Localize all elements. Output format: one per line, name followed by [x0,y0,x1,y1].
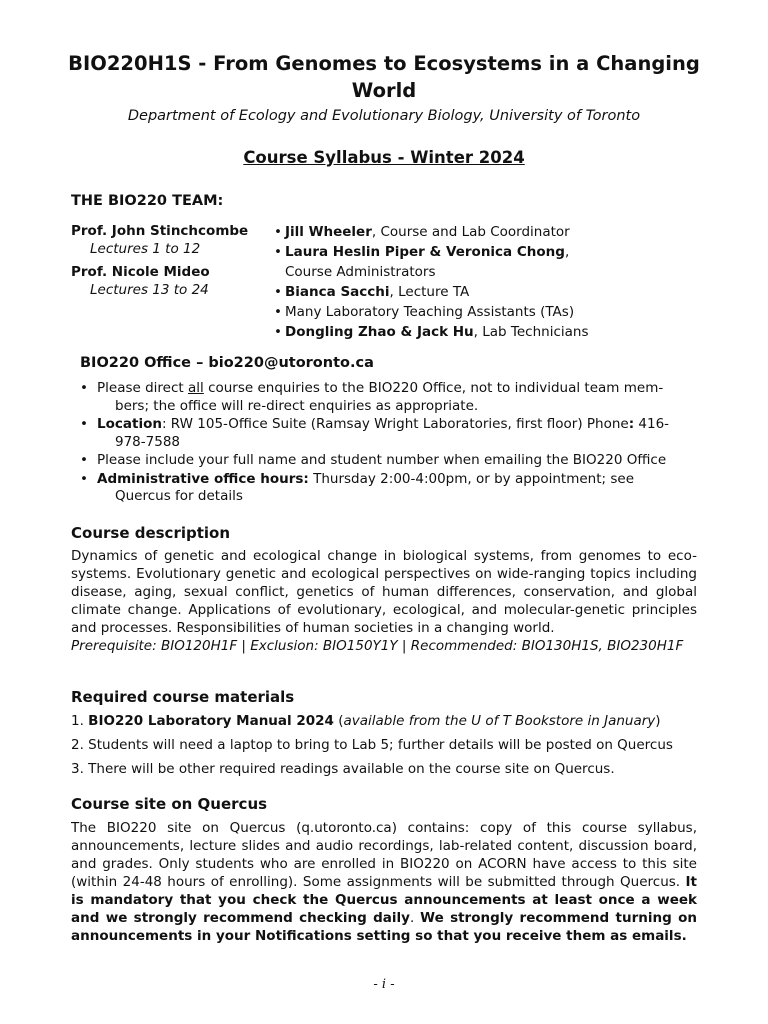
quercus-notification-note: We strongly recommend turning on announcements in your Notifications setting so that you receive them as emails. [71,910,697,944]
syllabus-heading: Course Syllabus - Winter 2024 [243,148,525,167]
prerequisite-line: Prerequisite: BIO120H1F | Exclusion: BIO150Y1Y | Recommended: BIO130H1S, BIO230H1F [71,638,684,654]
office-heading: BIO220 Office – bio220@utoronto.ca [80,355,374,371]
office-text: bers; the office will re-direct enquiries as appropriate. [115,397,479,414]
description-paragraph [71,547,697,655]
material-item: 3. There will be other required readings available on the course site on Quercus. [71,761,615,777]
team-member [274,222,589,242]
quercus-period: . [409,910,421,926]
office-text: Please direct [97,380,188,396]
quercus-body: The BIO220 site on Quercus (q.utoronto.ca) contains: copy of this course syllabus, announcements, lecture slides and audio recordings, lab-related content, discussion board, and grades. Only students who are enrolled in BIO220 on ACORN have access to this site (within 24-48 hours of enrolling). Some assignments will be submitted through Quercus. [71,820,697,890]
material-number: 1. [71,713,89,729]
prof-lectures: Lectures 1 to 12 [90,241,201,257]
description-heading: Course description [71,524,231,542]
prof-name: Prof. John Stinchcombe [71,223,249,239]
member-name: Bianca Sacchi [285,284,390,300]
office-text: Thursday 2:00-4:00pm, or by appointment; see [308,470,635,487]
member-role: , [564,244,570,260]
team-heading: THE BIO220 TEAM: [71,193,224,209]
quercus-mandatory-note: It is mandatory that you check the Quercus announcements at least once a week and we strongly recommend checking daily [71,874,697,926]
office-underlined-text: all [188,380,204,396]
member-name: Jill Wheeler [285,224,372,240]
office-text: Quercus for details [115,488,243,504]
prof-entry [71,263,210,299]
office-label: Location [97,416,162,432]
office-text: Please include your full name and student number when emailing the BIO220 Office [97,452,667,468]
prof-name: Prof. Nicole Mideo [71,264,210,280]
course-title: BIO220H1S - From Genomes to Ecosystems in a Changing World [68,52,700,102]
material-text: ) [655,713,661,729]
member-role: Course Administrators [285,264,436,280]
office-text: : RW 105-Office Suite (Ramsay Wright Laboratories, first floor) Phone [161,416,629,432]
team-member [274,242,589,262]
team-member-continued [274,262,589,282]
team-member [274,282,589,302]
office-info-list [80,380,705,507]
team-member [274,302,589,322]
office-label: : [628,416,635,432]
department-line: Department of Ecology and Evolutionary Biology, University of Toronto [127,108,641,124]
page-number: - i - [373,977,395,992]
material-note: available from the U of T Bookstore in January [343,713,656,729]
office-item [80,471,705,506]
member-name: Dongling Zhao & Jack Hu [285,324,474,340]
team-member [274,322,589,342]
description-body: Dynamics of genetic and ecological change in biological systems, from genomes to eco-systems. Evolutionary genetic and ecological perspectives on wide-ranging topics including disease, aging, sexual conflict, genetics of human differences, conservation, and global climate change. Applications of evolutionary, ecological, and molecular-genetic principles and processes. Responsibilities of human societies in a changing world. [71,548,697,636]
member-name: Laura Heslin Piper & Veronica Chong [285,244,565,260]
member-role: , Lab Technicians [473,324,589,340]
office-phone: 416- [634,416,670,432]
office-item [80,416,705,451]
office-label: Administrative office hours: [97,470,309,487]
prof-lectures: Lectures 13 to 24 [90,282,209,298]
office-item [80,452,705,470]
office-text: course enquiries to the BIO220 Office, not to individual team mem- [203,380,664,396]
material-title: BIO220 Laboratory Manual 2024 [88,713,334,729]
quercus-paragraph [71,819,697,945]
member-role: , Lecture TA [389,284,470,300]
member-role: , Course and Lab Coordinator [371,224,570,240]
team-member-list [274,222,589,342]
material-text: ( [333,713,344,729]
material-item: 2. Students will need a laptop to bring to Lab 5; further details will be posted on Quercus [71,737,673,753]
quercus-heading: Course site on Quercus [71,795,268,813]
office-phone: 978-7588 [115,433,180,450]
member-role: Many Laboratory Teaching Assistants (TAs) [285,304,575,320]
prof-entry [71,222,248,258]
office-item [80,380,705,415]
material-item [71,712,711,730]
materials-heading: Required course materials [71,688,295,706]
